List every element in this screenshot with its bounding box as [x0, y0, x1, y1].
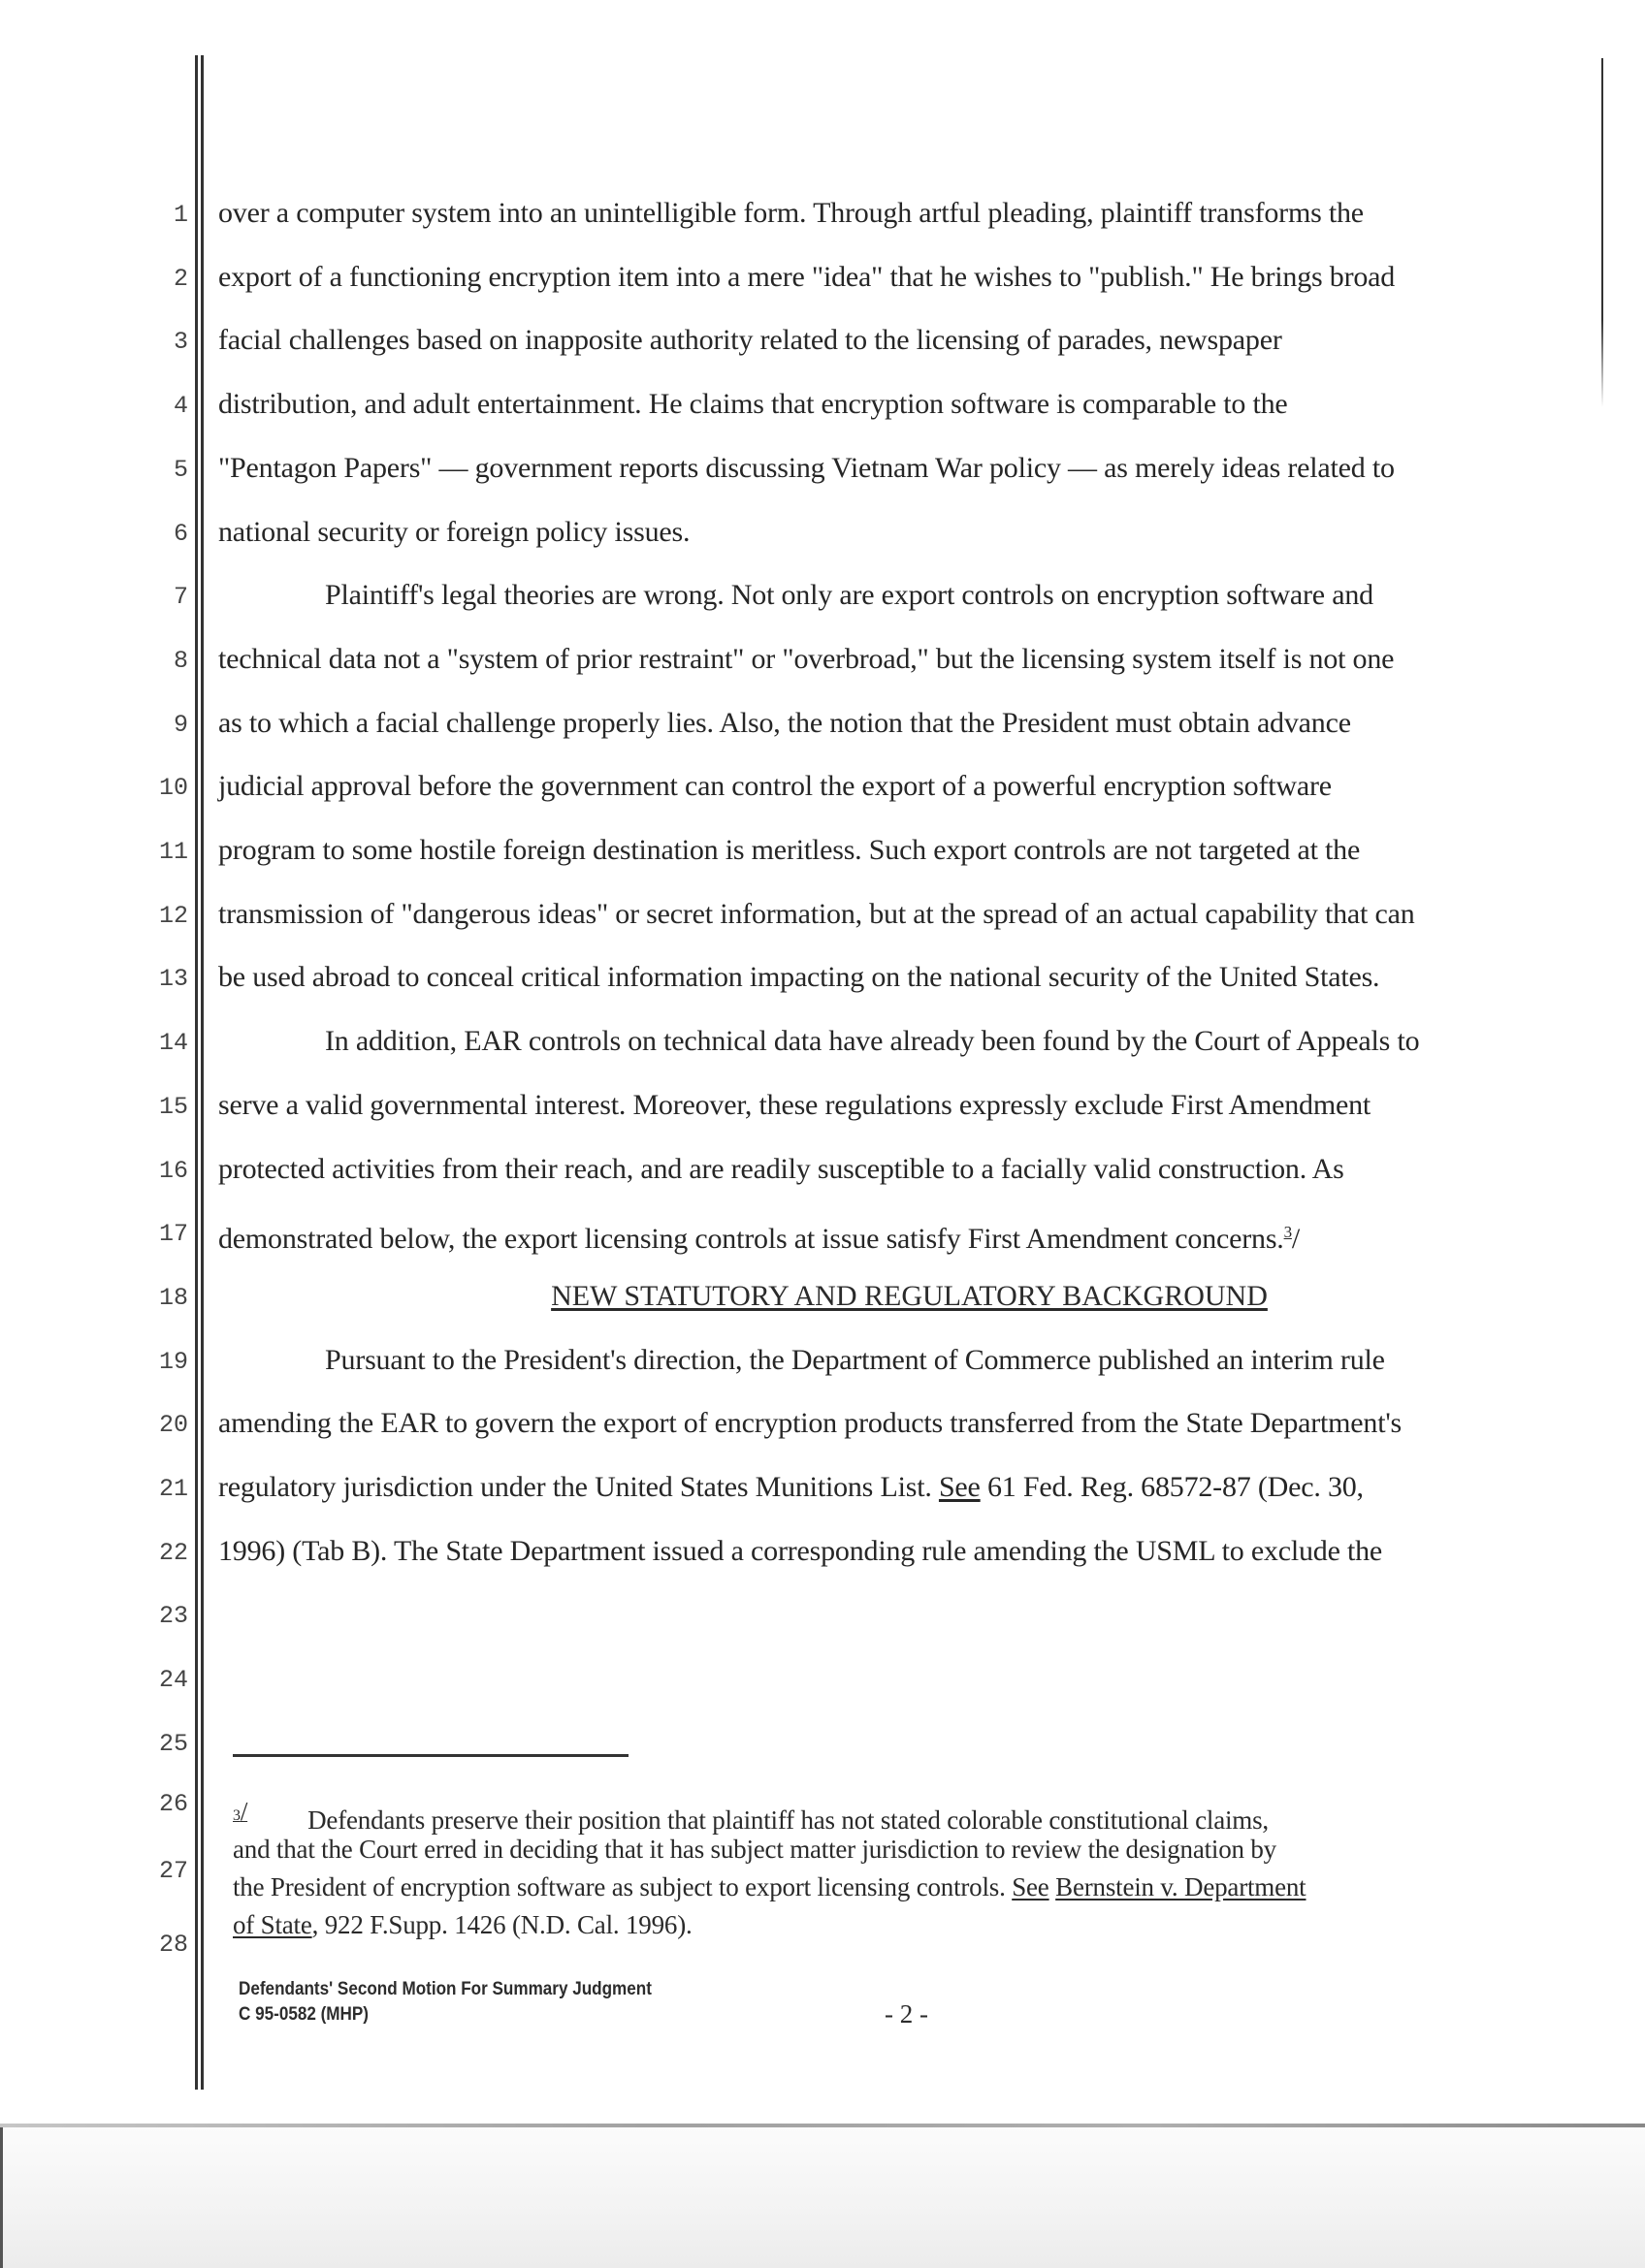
line-number-24: 24	[158, 1666, 188, 1695]
citation-signal-see: See	[938, 1471, 981, 1503]
body-line-20: amending the EAR to govern the export of encryption products transferred from the State Department's	[218, 1407, 1403, 1440]
line-number-7: 7	[173, 583, 188, 612]
line-number-13: 13	[158, 965, 188, 994]
footnote-marker	[233, 1797, 248, 1826]
body-line-6: national security or foreign policy issues.	[218, 515, 691, 548]
line-number-15: 15	[158, 1092, 188, 1121]
line-number-6: 6	[173, 519, 188, 548]
line-number-11: 11	[158, 838, 188, 866]
footnote-line-3	[233, 1871, 1306, 1902]
page-left-edge-shadow	[0, 2127, 3, 2268]
footnote-case-name: Bernstein v. Department	[1055, 1872, 1306, 1901]
body-line-21-text: regulatory jurisdiction under the United States Munitions List.	[218, 1471, 939, 1503]
line-number-22: 22	[158, 1538, 188, 1567]
right-margin-rule	[1601, 58, 1603, 407]
line-number-2: 2	[173, 264, 188, 293]
body-line-19: Pursuant to the President's direction, the Department of Commerce published an interim rule	[325, 1343, 1385, 1376]
body-line-22: 1996) (Tab B). The State Department issued a corresponding rule amending the USML to exclude the	[218, 1534, 1383, 1567]
body-line-21-citation: 61 Fed. Reg. 68572-87 (Dec. 30,	[980, 1471, 1364, 1503]
page-bottom-edge	[0, 2124, 1645, 2127]
left-margin-rule-inner	[201, 55, 204, 2090]
footnote-reporter-cite: , 922 F.Supp. 1426 (N.D. Cal. 1996).	[311, 1910, 693, 1939]
body-line-5: "Pentagon Papers" — government reports discussing Vietnam War policy — as merely ideas related to	[218, 451, 1395, 484]
section-heading	[218, 1279, 1600, 1314]
line-number-12: 12	[158, 901, 188, 930]
scanner-background	[0, 2127, 1645, 2268]
body-line-4: distribution, and adult entertainment. He claims that encryption software is comparable to the	[218, 388, 1288, 421]
footnote-marker-number: 3	[233, 1807, 241, 1824]
line-number-5: 5	[173, 455, 188, 484]
line-number-14: 14	[158, 1029, 188, 1058]
body-line-7: Plaintiff's legal theories are wrong. Not only are export controls on encryption software and	[325, 579, 1373, 612]
line-number-8: 8	[173, 646, 188, 675]
body-line-15: serve a valid governmental interest. Moreover, these regulations expressly exclude First Amendment	[218, 1088, 1371, 1121]
body-line-12: transmission of "dangerous ideas" or secret information, but at the spread of an actual capability that can	[218, 897, 1415, 930]
left-margin-rule-outer	[195, 55, 198, 2090]
footnote-separator	[233, 1754, 629, 1757]
footer-case-number: C 95-0582 (MHP)	[239, 2004, 370, 2025]
line-number-26: 26	[158, 1789, 188, 1818]
line-number-9: 9	[173, 710, 188, 739]
body-line-17-text: demonstrated below, the export licensing controls at issue satisfy First Amendment concerns.	[218, 1223, 1284, 1256]
section-heading-text: NEW STATUTORY AND REGULATORY BACKGROUND	[551, 1279, 1268, 1312]
body-line-17	[218, 1215, 1300, 1257]
footnote-line-1	[233, 1796, 1269, 1836]
body-line-10: judicial approval before the government can control the export of a powerful encryption software	[218, 770, 1332, 803]
line-number-23: 23	[158, 1602, 188, 1631]
body-line-9: as to which a facial challenge properly lies. Also, the notion that the President must obtain advance	[218, 706, 1351, 739]
body-line-11: program to some hostile foreign destination is meritless. Such export controls are not targeted at the	[218, 834, 1361, 866]
line-number-21: 21	[158, 1475, 188, 1503]
footnote-line-2: and that the Court erred in deciding that it has subject matter jurisdiction to review the designation by	[233, 1835, 1276, 1864]
line-number-28: 28	[158, 1930, 188, 1959]
footnote-case-name-cont: of State	[233, 1910, 312, 1939]
body-line-3: facial challenges based on inapposite authority related to the licensing of parades, newspaper	[218, 324, 1282, 357]
footnote-text-3: the President of encryption software as subject to export licensing controls.	[233, 1872, 1013, 1901]
body-line-14: In addition, EAR controls on technical data have already been found by the Court of Appeals to	[325, 1025, 1420, 1058]
line-number-17: 17	[158, 1220, 188, 1249]
footnote-marker-slash: /	[240, 1797, 248, 1826]
body-line-8: technical data not a "system of prior restraint" or "overbroad," but the licensing system itself is not one	[218, 642, 1395, 675]
footnote-citation-see: See	[1012, 1872, 1049, 1901]
line-number-18: 18	[158, 1283, 188, 1312]
body-line-1: over a computer system into an unintelligible form. Through artful pleading, plaintiff transforms the	[218, 197, 1364, 229]
footnote-line-4	[233, 1909, 693, 1940]
footnote-reference-slash: /	[1291, 1223, 1301, 1256]
body-line-13: be used abroad to conceal critical information impacting on the national security of the United States.	[218, 961, 1380, 994]
line-number-3: 3	[173, 328, 188, 357]
body-line-16: protected activities from their reach, and are readily susceptible to a facially valid construction. As	[218, 1152, 1344, 1185]
line-number-20: 20	[158, 1411, 188, 1440]
line-number-16: 16	[158, 1156, 188, 1185]
footnote-reference[interactable]: 3	[1283, 1223, 1292, 1242]
line-number-4: 4	[173, 392, 188, 421]
body-line-2: export of a functioning encryption item into a mere "idea" that he wishes to "publish." He brings broad	[218, 260, 1396, 293]
footnote-text-1: Defendants preserve their position that plaintiff has not stated colorable constitutional claims,	[307, 1805, 1269, 1835]
line-number-25: 25	[158, 1729, 188, 1758]
page-number: - 2 -	[885, 1999, 928, 2028]
body-line-21	[218, 1470, 1364, 1505]
line-number-19: 19	[158, 1347, 188, 1376]
footer-caption-title: Defendants' Second Motion For Summary Judgment	[239, 1979, 652, 1999]
line-number-10: 10	[158, 774, 188, 803]
line-number-1: 1	[173, 201, 188, 229]
line-number-27: 27	[158, 1857, 188, 1886]
